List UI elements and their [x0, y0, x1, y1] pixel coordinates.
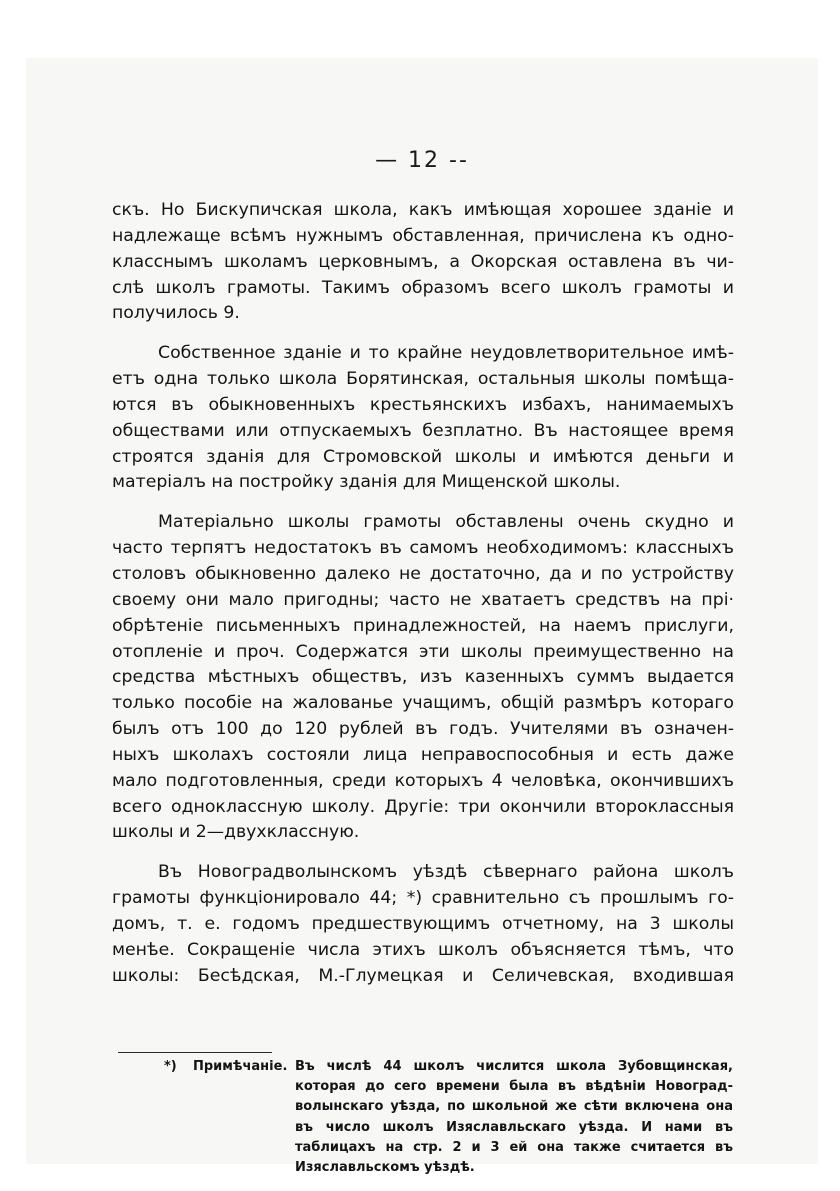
- text-line: получилось 9.: [112, 303, 240, 324]
- text-line: только пособіе на жалованье учащимъ, общій размѣръ котораго: [112, 693, 734, 714]
- text-line: етъ одна только школа Борятинская, остальныя школы помѣща-: [112, 369, 734, 390]
- footnote-label: Примѣчаніе.: [193, 1059, 288, 1074]
- text-line: школы: Бесѣдская, М.-Глумецкая и Селичевская, входившая: [112, 965, 734, 986]
- text-line: слѣ школъ грамоты. Такимъ образомъ всего школъ грамоты и: [112, 277, 734, 298]
- text-line: всего одноклассную школу. Другіе: три окончили второклассныя: [112, 796, 734, 817]
- footnote-line: таблицахъ на стр. 2 и 3 ей она также считается въ: [295, 1139, 733, 1155]
- footnote-line: въ число школъ Изяславльскаго уѣзда. И нами въ: [295, 1119, 733, 1135]
- text-line: ются въ обыкновенныхъ крестьянскихъ избахъ, нанимаемыхъ: [112, 394, 734, 415]
- text-line: былъ отъ 100 до 120 рублей въ годъ. Учителями въ означен-: [112, 719, 734, 740]
- footnote-marker: *): [164, 1059, 177, 1074]
- paragraph-4: [112, 860, 734, 989]
- text-line: надлежаще всѣмъ нужнымъ обставленная, причислена къ одно-: [112, 225, 734, 246]
- paragraph-3: [112, 510, 734, 846]
- footnote-line: Въ числѣ 44 школъ числится школа Зубовщинская,: [295, 1059, 733, 1074]
- text-line: отопленіе и проч. Содержатся эти школы преимущественно на: [112, 641, 734, 662]
- text-line: домъ, т. е. годомъ предшествующимъ отчетному, на 3 школы: [112, 913, 734, 934]
- text-line: ныхъ школахъ состояли лица неправоспособныя и есть даже: [112, 744, 734, 765]
- text-line: обществами или отпускаемыхъ безплатно. Въ настоящее время: [112, 420, 734, 441]
- text-line: Матеріально школы грамоты обставлены очень скудно и: [158, 512, 734, 533]
- text-line: класснымъ школамъ церковнымъ, а Окорская оставлена въ чи-: [112, 251, 734, 272]
- footnote-divider: [118, 1052, 272, 1053]
- text-line: своему они мало пригодны; часто не хватаетъ средствъ на прі·: [112, 589, 734, 610]
- footnote-line: волынскаго уѣзда, по школьной же сѣти включена она: [295, 1099, 733, 1115]
- text-line: средства мѣстныхъ обществъ, изъ казенныхъ суммъ выдается: [112, 667, 734, 688]
- text-line: часто терпятъ недостатокъ въ самомъ необходимомъ: классныхъ: [112, 538, 734, 559]
- text-line: строятся зданія для Стромовской школы и имѣются деньги и: [112, 446, 734, 467]
- page-number: — 12 --: [375, 148, 469, 173]
- scanned-page: [26, 58, 818, 1176]
- text-line: менѣе. Сокращеніе числа этихъ школъ объясняется тѣмъ, что: [112, 939, 734, 960]
- text-line: матеріалъ на постройку зданія для Мищенской школы.: [112, 472, 621, 493]
- body-text: [112, 198, 734, 1003]
- text-line: столовъ обыкновенно далеко не достаточно, да и по устройству: [112, 563, 734, 584]
- text-line: обрѣтеніе письменныхъ принадлежностей, на наемъ прислуги,: [112, 615, 734, 636]
- text-line: Собственное зданіе и то крайне неудовлетворительное имѣ-: [158, 343, 734, 364]
- text-line: мало подготовленныя, среди которыхъ 4 человѣка, окончившихъ: [112, 770, 734, 791]
- footnote-line: которая до сего времени была въ вѣдѣніи Новоград-: [295, 1079, 733, 1095]
- paragraph-2: [112, 341, 734, 496]
- paragraph-1: [112, 198, 734, 327]
- text-line: Въ Новоградволынскомъ уѣздѣ сѣвернаго района школъ: [158, 862, 734, 883]
- footnote-text: [295, 1057, 733, 1178]
- text-line: грамоты функціонировало 44; *) сравнительно съ прошлымъ го-: [112, 888, 734, 909]
- text-line: скъ. Но Бискупичская школа, какъ имѣющая хорошее зданіе и: [112, 200, 734, 220]
- footnote-line: Изяславльскомъ уѣздѣ.: [295, 1160, 475, 1176]
- text-line: школы и 2—двухклассную.: [112, 822, 360, 843]
